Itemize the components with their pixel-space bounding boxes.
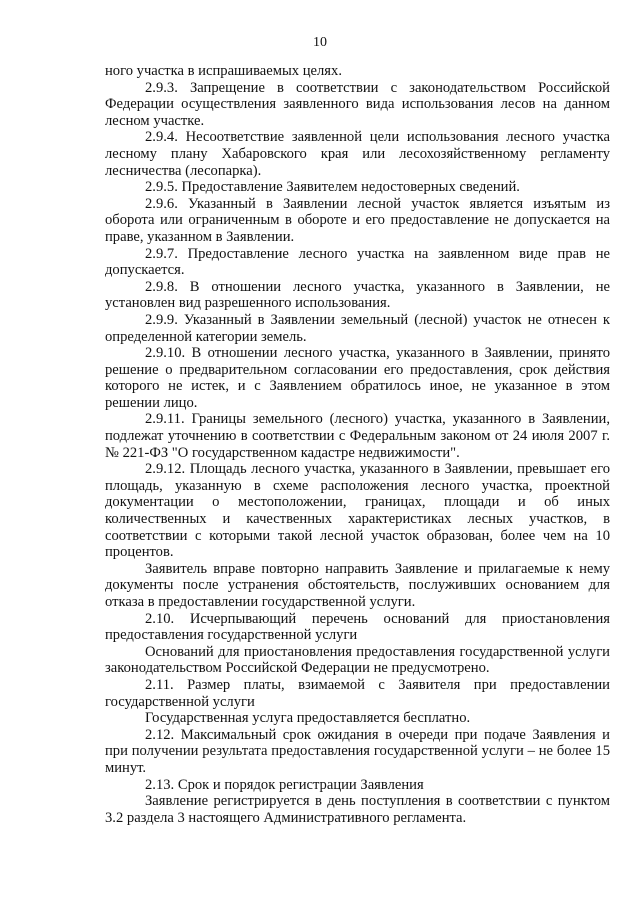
paragraph-2-9-5: 2.9.5. Предоставление Заявителем недостоверных сведений. bbox=[145, 179, 520, 196]
paragraph-fee: Государственная услуга предоставляется бесплатно. bbox=[145, 710, 471, 727]
paragraph-2-9-12: 2.9.12. Площадь лесного участка, указанного в Заявлении, превышает его площадь, указанную в схеме расположения лесного участка, проектной документации о местоположении, границах, площади и об иных количественных и качественных характеристиках лесных участков, в соответствии с которыми такой лесной участок образован, более чем на 10 процентов. bbox=[105, 461, 610, 561]
paragraph-2-9-8: 2.9.8. В отношении лесного участка, указанного в Заявлении, не установлен вид разрешенного использования. bbox=[105, 278, 610, 312]
paragraph-suspension-grounds: Оснований для приостановления предоставления государственной услуги законодательством Российской Федерации не предусмотрено. bbox=[105, 643, 610, 677]
paragraph-registration: Заявление регистрируется в день поступления в соответствии с пунктом 3.2 раздела 3 настоящего Административного регламента. bbox=[105, 793, 610, 826]
paragraph-2-9-9: 2.9.9. Указанный в Заявлении земельный (лесной) участок не отнесен к определенной категории земель. bbox=[105, 311, 610, 345]
paragraph-2-9-4: 2.9.4. Несоответствие заявленной цели использования лесного участка лесному плану Хабаровского края или лесохозяйственному регламенту лесничества (лесопарка). bbox=[105, 129, 610, 179]
section-heading-2-12: 2.12. Максимальный срок ожидания в очереди при подаче Заявления и при получении результата предоставления государственной услуги – не более 15 минут. bbox=[105, 726, 610, 776]
paragraph-continuation: ного участка в испрашиваемых целях. bbox=[105, 63, 342, 79]
section-heading-2-13: 2.13. Срок и порядок регистрации Заявления bbox=[145, 776, 424, 793]
paragraph-resubmission: Заявитель вправе повторно направить Заявление и прилагаемые к нему документы после устранения обстоятельств, послуживших основанием для отказа в предоставлении государственной услуги. bbox=[105, 560, 610, 610]
paragraph-2-9-6: 2.9.6. Указанный в Заявлении лесной участок является изъятым из оборота или ограниченным в обороте и его предоставление не допускается на праве, указанном в Заявлении. bbox=[105, 195, 610, 245]
section-heading-2-11: 2.11. Размер платы, взимаемой с Заявителя при предоставлении государственной услуги bbox=[105, 676, 610, 710]
document-body bbox=[105, 63, 610, 826]
page-number: 10 bbox=[313, 35, 327, 50]
paragraph-2-9-11: 2.9.11. Границы земельного (лесного) участка, указанного в Заявлении, подлежат уточнению в соответствии с Федеральным законом от 24 июля 2007 г. № 221-ФЗ "О государственном кадастре недвижимости". bbox=[105, 411, 610, 461]
paragraph-2-9-10: 2.9.10. В отношении лесного участка, указанного в Заявлении, принято решение о предварительном согласовании его предоставления, срок действия которого не истек, и с Заявлением обратилось иное, не указанное в этом решении лицо. bbox=[105, 345, 610, 411]
section-heading-2-10: 2.10. Исчерпывающий перечень оснований для приостановления предоставления государственной услуги bbox=[105, 610, 610, 644]
paragraph-2-9-3: 2.9.3. Запрещение в соответствии с законодательством Российской Федерации осуществления заявленного вида использования лесов на данном лесном участке. bbox=[105, 79, 610, 129]
paragraph-2-9-7: 2.9.7. Предоставление лесного участка на заявленном виде прав не допускается. bbox=[105, 245, 610, 279]
